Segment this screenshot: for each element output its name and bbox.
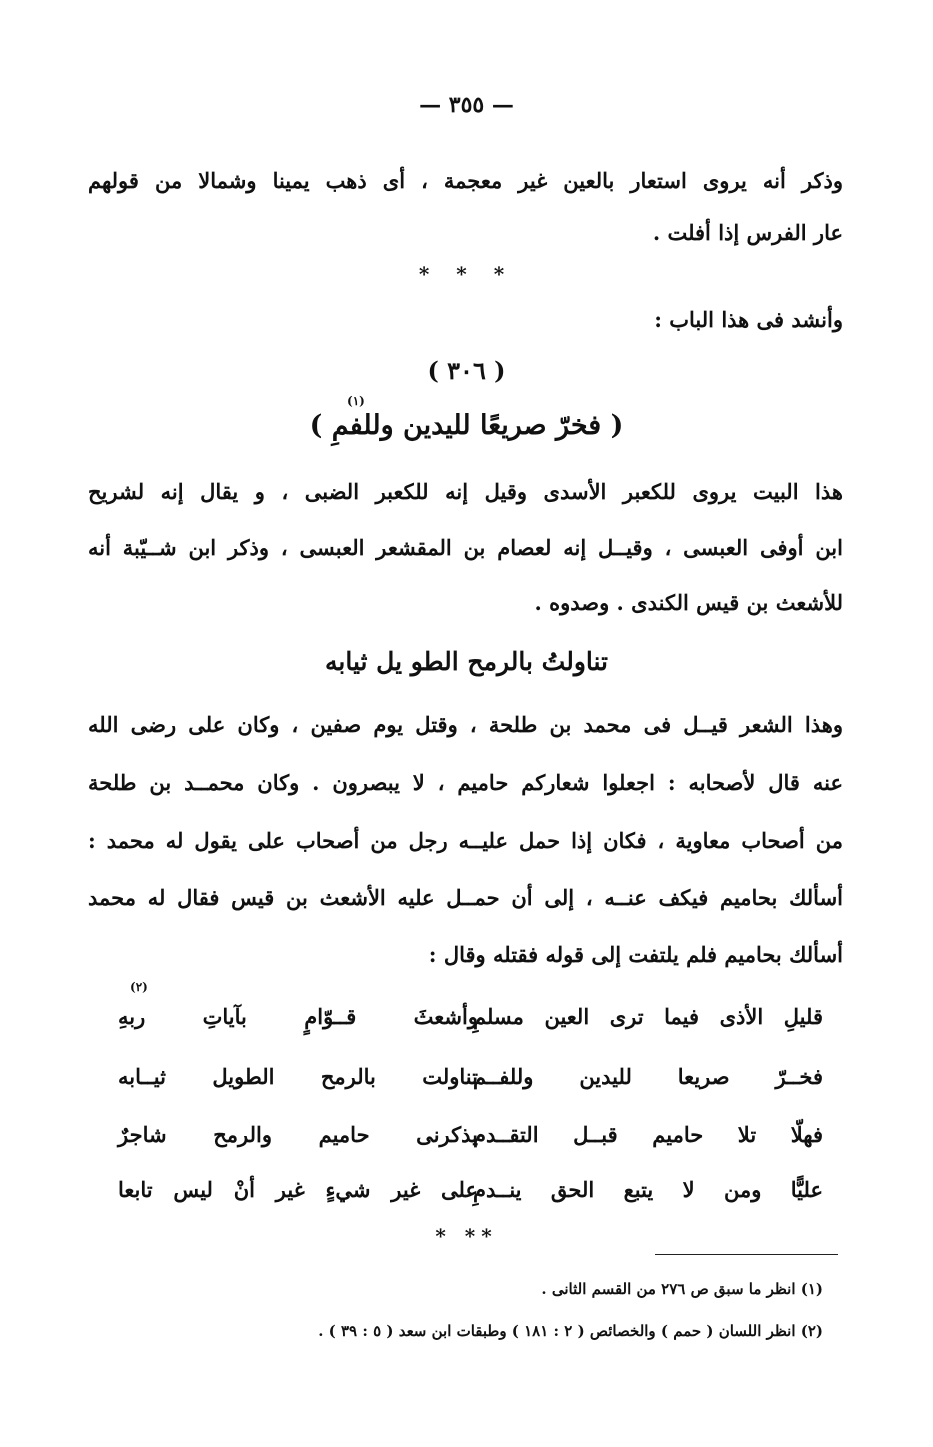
section-intro: وأنشد فى هذا الباب : xyxy=(654,307,843,332)
footnote-rule xyxy=(655,1254,838,1255)
verse-2-second-hemistich: فخــرّ صريعا لليدين وللفــم xyxy=(473,1064,823,1089)
paragraph2-line-5: أسألك بحاميم فلم يلتفت إلى قوله فقتله وقال : xyxy=(428,942,843,967)
paragraph2-line-3: من أصحاب معاوية ، فكان إذا حمل عليــه رجل من أصحاب على يقول له محمد : xyxy=(88,828,843,853)
paragraph2-line-1: وهذا الشعر قيــل فى محمد بن طلحة ، وقتل يوم صفين ، وكان على رضى الله xyxy=(88,712,843,737)
section-separator: * * * xyxy=(418,262,515,286)
quoted-hemistich: تناولتُ بالرمح الطو يل ثيابه xyxy=(324,647,609,676)
poem-number: ( ٣٠٦ ) xyxy=(427,356,506,385)
end-separator: * ** xyxy=(435,1224,498,1248)
heading-footnote-marker: (١) xyxy=(347,394,365,408)
intro-line-1: وذكر أنه يروى استعار بالعين غير معجمة ، أى ذهب يمينا وشمالا من قولهم xyxy=(88,168,843,193)
paragraph2-line-4: أسألك بحاميم فيكف عنــه ، إلى أن حمــل عليه الأشعث بن قيس فقال له محمد xyxy=(88,885,843,910)
verse-footnote-marker: (٢) xyxy=(130,980,148,994)
footnote-1: (١) انظر ما سبق ص ٢٧٦ من القسم الثانى . xyxy=(541,1280,823,1298)
verse-4-second-hemistich: عليًّا ومن لا يتبع الحق ينــدمِ xyxy=(473,1177,823,1202)
paragraph1-line-3: للأشعث بن قيس الكندى . وصدوه . xyxy=(534,590,843,615)
paragraph1-line-1: هذا البيت يروى للكعبر الأسدى وقيل إنه للكعبر الضبى ، و يقال إنه لشريح xyxy=(88,479,843,504)
verse-1-second-hemistich: قليلِ الأذى فيما ترى العين مسلمِ xyxy=(473,1004,823,1029)
paragraph2-line-2: عنه قال لأصحابه : اجعلوا شعاركم حاميم ، لا يبصرون . وكان محمــد بن طلحة xyxy=(88,770,843,795)
footnote-2: (٢) انظر اللسان ( حمم ) والخصائص ( ٢ : ١٨١ ) وطبقات ابن سعد ( ٥ : ٣٩ ) . xyxy=(318,1322,823,1340)
intro-line-2: عار الفرس إذا أفلت . xyxy=(652,220,843,245)
poem-heading: ( فخرّ صريعًا لليدين وللفمِ ) xyxy=(309,410,624,441)
verse-1-first-hemistich: وأشعثَ قــوّامٍ بآياتِ ربهِ xyxy=(118,1004,478,1029)
verse-4-first-hemistich: على غير شيءٍ غير أنْ ليس تابعا xyxy=(118,1177,478,1202)
page-number: — ٣٥٥ — xyxy=(419,92,514,118)
verse-3-first-hemistich: يذكرنى حاميم والرمح شاجرٌ xyxy=(118,1122,478,1147)
verse-3-second-hemistich: فهلّا تلا حاميم قبــل التقــدم xyxy=(473,1122,823,1147)
paragraph1-line-2: ابن أوفى العبسى ، وقيــل إنه لعصام بن المقشعر العبسى ، وذكر ابن شــيّبة أنه xyxy=(88,535,843,560)
verse-2-first-hemistich: تناولت بالرمح الطويل ثيــابه xyxy=(118,1064,478,1089)
